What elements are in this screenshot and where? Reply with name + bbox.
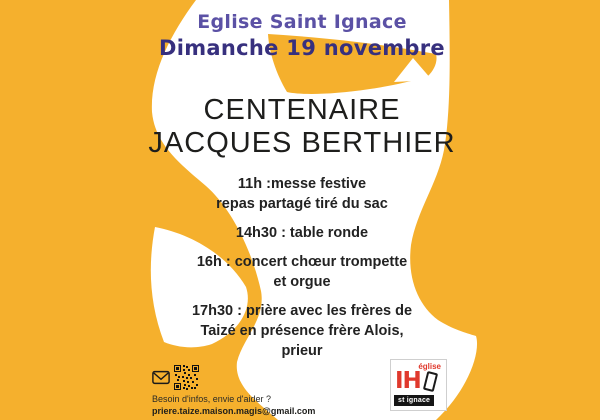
schedule-line: 17h30 : prière avec les frères de <box>191 303 413 319</box>
schedule-line: 11h :messe festive <box>237 176 367 192</box>
schedule-line: 16h : concert chœur trompette <box>196 254 408 270</box>
qr-code-icon <box>174 365 199 390</box>
schedule-item-priere <box>2 301 600 361</box>
event-title-line1: CENTENAIRE <box>203 94 401 126</box>
contact-block <box>152 364 315 417</box>
schedule-item-messe <box>2 174 600 214</box>
schedule-line: 14h30 : table ronde <box>235 225 369 241</box>
event-date: Dimanche 19 novembre <box>159 36 445 60</box>
venue-title: Eglise Saint Ignace <box>197 11 407 33</box>
logo-eglise-label: église <box>418 362 441 371</box>
ihs-monogram: IH <box>395 368 421 394</box>
contact-email: priere.taize.maison.magis@gmail.com <box>152 406 316 416</box>
schedule-item-table-ronde <box>2 223 600 243</box>
schedule-line: repas partagé tiré du sac <box>216 196 388 212</box>
contact-question: Besoin d'infos, envie d'aider ? <box>152 394 272 404</box>
event-title-line2: JACQUES BERTHIER <box>148 127 456 159</box>
poster-content <box>2 0 600 370</box>
logo-name-badge: st ignace <box>394 395 434 406</box>
schedule-list <box>2 174 600 361</box>
schedule-line: et orgue <box>273 274 331 290</box>
schedule-item-concert <box>2 252 600 292</box>
envelope-icon <box>152 370 170 385</box>
event-title <box>2 94 600 160</box>
schedule-line: Taizé en présence frère Alois, <box>200 323 404 339</box>
church-logo <box>390 359 447 411</box>
contact-icons <box>152 364 315 390</box>
ihs-s-glyph <box>423 371 438 392</box>
schedule-line: prieur <box>281 343 323 359</box>
